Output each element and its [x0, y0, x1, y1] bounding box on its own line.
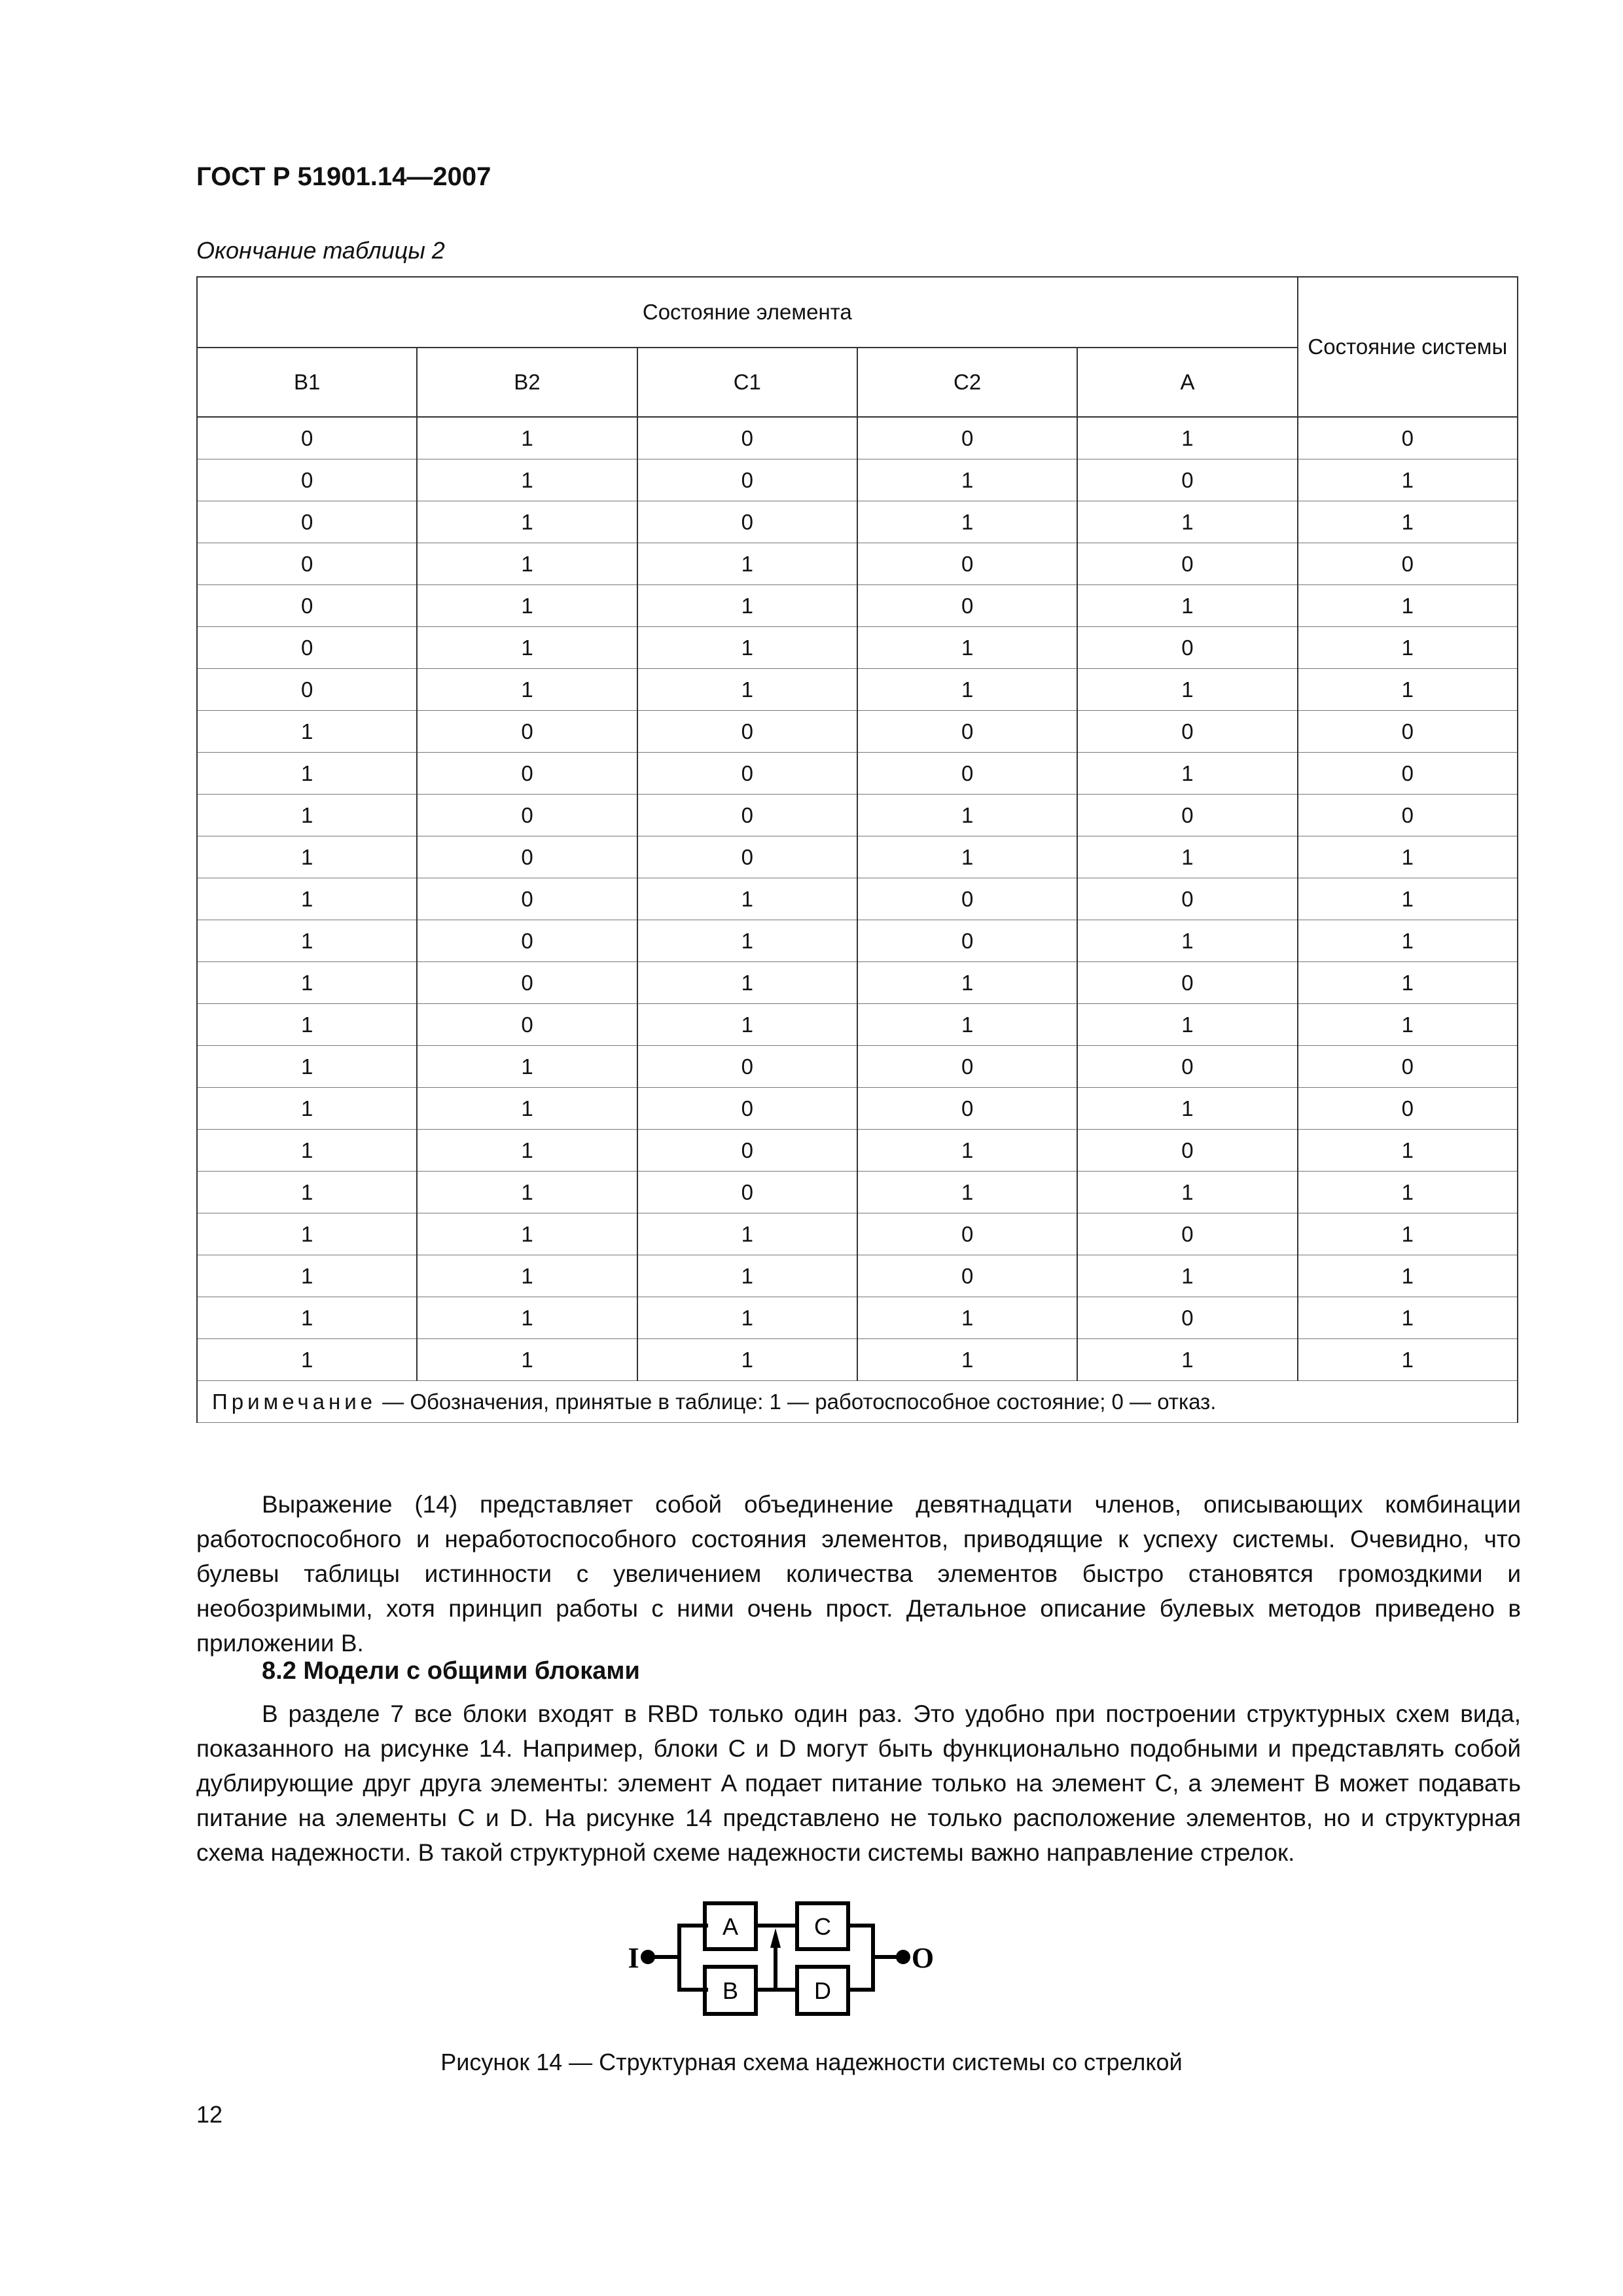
table-row: [197, 920, 1518, 962]
system-state-cell: 1: [1298, 459, 1518, 501]
system-state-cell: 1: [1298, 836, 1518, 878]
paragraph-shared-blocks: В разделе 7 все блоки входят в RBD только один раз. Это удобно при построении структурных схем вида, показанного на рисунке 14. Например, блоки C и D могут быть функционально подобными и представлять собой дублирующие друг друга элементы: элемент A подает питание только на элемент C, а элемент B может подавать питание на элементы C и D. На рисунке 14 представлено не только расположение элементов, но и структурная схема надежности. В такой структурной схеме надежности системы важно направление стрелок.: [196, 1700, 1521, 1866]
element-state-cell: 0: [417, 1004, 637, 1046]
element-state-cell: 1: [637, 1213, 857, 1255]
table-row: [197, 1255, 1518, 1297]
element-state-cell: 1: [857, 795, 1077, 836]
system-state-cell: 1: [1298, 585, 1518, 627]
element-state-cell: 0: [197, 627, 417, 669]
table-row: [197, 1130, 1518, 1172]
element-state-cell: 1: [417, 417, 637, 459]
element-state-cell: 0: [857, 920, 1077, 962]
element-state-cell: 1: [197, 1172, 417, 1213]
element-state-cell: 0: [1077, 627, 1297, 669]
element-state-cell: 0: [637, 459, 857, 501]
table-row: [197, 1088, 1518, 1130]
system-state-cell: 1: [1298, 1297, 1518, 1339]
element-state-cell: 0: [197, 585, 417, 627]
element-state-cell: 1: [637, 585, 857, 627]
system-state-cell: 0: [1298, 795, 1518, 836]
table-row: [197, 878, 1518, 920]
element-state-cell: 0: [197, 501, 417, 543]
element-state-cell: 0: [637, 417, 857, 459]
block-c-label: C: [814, 1913, 831, 1940]
element-state-cell: 1: [637, 920, 857, 962]
element-state-cell: 1: [417, 1255, 637, 1297]
element-state-cell: 1: [417, 627, 637, 669]
element-state-cell: 1: [197, 1255, 417, 1297]
element-state-cell: 0: [857, 878, 1077, 920]
column-header-b1: B1: [197, 348, 417, 417]
element-state-cell: 0: [417, 962, 637, 1004]
table-row: [197, 543, 1518, 585]
element-state-cell: 1: [637, 1339, 857, 1381]
element-state-cell: 1: [857, 1339, 1077, 1381]
table-row: [197, 1297, 1518, 1339]
element-state-cell: 1: [857, 1004, 1077, 1046]
table-row: [197, 669, 1518, 711]
element-state-cell: 1: [1077, 920, 1297, 962]
element-state-cell: 1: [1077, 585, 1297, 627]
element-state-cell: 1: [857, 836, 1077, 878]
element-state-cell: 1: [417, 1130, 637, 1172]
system-state-cell: 1: [1298, 1255, 1518, 1297]
element-state-cell: 0: [1077, 459, 1297, 501]
element-state-cell: 0: [637, 711, 857, 753]
element-state-cell: 1: [857, 1130, 1077, 1172]
element-state-cell: 0: [637, 795, 857, 836]
element-state-cell: 1: [637, 878, 857, 920]
table-row: [197, 836, 1518, 878]
element-state-cell: 0: [637, 1172, 857, 1213]
figure-caption: Рисунок 14 — Структурная схема надежности системы со стрелкой: [440, 2049, 1183, 2075]
system-state-header: Состояние системы: [1298, 277, 1518, 417]
arrow-head-icon: [770, 1928, 781, 1948]
table-note: [197, 1381, 1518, 1423]
table-row: [197, 1339, 1518, 1381]
rbd-diagram: [609, 1892, 1119, 2049]
table-row: [197, 1004, 1518, 1046]
element-state-cell: 1: [1077, 1255, 1297, 1297]
element-state-cell: 0: [1077, 711, 1297, 753]
element-state-cell: 0: [417, 836, 637, 878]
system-state-cell: 1: [1298, 1213, 1518, 1255]
element-state-header: Состояние элемента: [197, 277, 1298, 348]
element-state-cell: 0: [857, 1213, 1077, 1255]
element-state-cell: 1: [1077, 753, 1297, 795]
element-state-cell: 1: [197, 962, 417, 1004]
element-state-cell: 1: [417, 1088, 637, 1130]
system-state-cell: 1: [1298, 1130, 1518, 1172]
element-state-cell: 1: [417, 1297, 637, 1339]
element-state-cell: 1: [197, 753, 417, 795]
column-header-c2: C2: [857, 348, 1077, 417]
element-state-cell: 1: [637, 627, 857, 669]
system-state-cell: 1: [1298, 920, 1518, 962]
element-state-cell: 1: [857, 459, 1077, 501]
element-state-cell: 1: [637, 1004, 857, 1046]
element-state-cell: 0: [1077, 1213, 1297, 1255]
system-state-cell: 1: [1298, 501, 1518, 543]
system-state-cell: 0: [1298, 1046, 1518, 1088]
element-state-cell: 1: [857, 669, 1077, 711]
element-state-cell: 1: [197, 1004, 417, 1046]
element-state-cell: 1: [637, 669, 857, 711]
element-state-cell: 1: [857, 1172, 1077, 1213]
column-header-c1: C1: [637, 348, 857, 417]
element-state-cell: 0: [1077, 1297, 1297, 1339]
element-state-cell: 1: [1077, 1004, 1297, 1046]
element-state-cell: 1: [857, 962, 1077, 1004]
element-state-cell: 0: [857, 417, 1077, 459]
column-header-b2: B2: [417, 348, 637, 417]
element-state-cell: 0: [197, 417, 417, 459]
table-row: [197, 501, 1518, 543]
element-state-cell: 1: [417, 1213, 637, 1255]
element-state-cell: 0: [197, 543, 417, 585]
element-state-cell: 1: [417, 585, 637, 627]
element-state-cell: 1: [197, 1213, 417, 1255]
element-state-cell: 1: [417, 501, 637, 543]
table-caption: Окончание таблицы 2: [196, 237, 445, 264]
table-row: [197, 711, 1518, 753]
output-node: [896, 1950, 910, 1964]
system-state-cell: 1: [1298, 669, 1518, 711]
table-row: [197, 627, 1518, 669]
element-state-cell: 0: [1077, 1046, 1297, 1088]
element-state-cell: 0: [637, 1130, 857, 1172]
element-state-cell: 0: [637, 501, 857, 543]
table-row: [197, 962, 1518, 1004]
system-state-cell: 0: [1298, 753, 1518, 795]
element-state-cell: 0: [197, 459, 417, 501]
element-state-cell: 0: [197, 669, 417, 711]
element-state-cell: 1: [1077, 669, 1297, 711]
element-state-cell: 1: [1077, 836, 1297, 878]
element-state-cell: 1: [857, 501, 1077, 543]
element-state-cell: 0: [857, 585, 1077, 627]
block-a-label: A: [722, 1913, 739, 1940]
table-row: [197, 753, 1518, 795]
document-header: ГОСТ Р 51901.14—2007: [196, 162, 491, 191]
element-state-cell: 1: [197, 1088, 417, 1130]
element-state-cell: 0: [857, 1046, 1077, 1088]
element-state-cell: 1: [637, 543, 857, 585]
element-state-cell: 0: [1077, 1130, 1297, 1172]
element-state-cell: 0: [857, 711, 1077, 753]
system-state-cell: 0: [1298, 711, 1518, 753]
block-b-label: B: [722, 1977, 739, 2004]
system-state-cell: 1: [1298, 878, 1518, 920]
element-state-cell: 0: [857, 543, 1077, 585]
note-label: Примечание: [212, 1389, 377, 1414]
table-row: [197, 1046, 1518, 1088]
table-row: [197, 1172, 1518, 1213]
note-text: — Обозначения, принятые в таблице: 1 — работоспособное состояние; 0 — отказ.: [376, 1389, 1217, 1414]
element-state-cell: 1: [1077, 1088, 1297, 1130]
system-state-cell: 1: [1298, 627, 1518, 669]
block-d-label: D: [814, 1977, 831, 2004]
element-state-cell: 0: [417, 753, 637, 795]
element-state-cell: 0: [1077, 962, 1297, 1004]
section-heading: 8.2 Модели с общими блоками: [262, 1657, 640, 1685]
element-state-cell: 1: [637, 962, 857, 1004]
input-node: [641, 1950, 655, 1964]
element-state-cell: 1: [1077, 1172, 1297, 1213]
column-header-a: A: [1077, 348, 1297, 417]
element-state-cell: 1: [197, 836, 417, 878]
truth-table: [196, 276, 1518, 1423]
element-state-cell: 1: [197, 1046, 417, 1088]
system-state-cell: 1: [1298, 962, 1518, 1004]
element-state-cell: 1: [197, 795, 417, 836]
element-state-cell: 1: [637, 1255, 857, 1297]
system-state-cell: 0: [1298, 1088, 1518, 1130]
element-state-cell: 1: [417, 669, 637, 711]
system-state-cell: 1: [1298, 1172, 1518, 1213]
page-number: 12: [196, 2101, 223, 2128]
system-state-cell: 1: [1298, 1339, 1518, 1381]
element-state-cell: 1: [417, 1046, 637, 1088]
element-state-cell: 1: [417, 543, 637, 585]
table-row: [197, 585, 1518, 627]
element-state-cell: 1: [197, 1297, 417, 1339]
element-state-cell: 0: [857, 1088, 1077, 1130]
element-state-cell: 1: [417, 1339, 637, 1381]
system-state-cell: 0: [1298, 417, 1518, 459]
element-state-cell: 1: [197, 1130, 417, 1172]
element-state-cell: 0: [1077, 795, 1297, 836]
element-state-cell: 0: [637, 836, 857, 878]
element-state-cell: 1: [417, 1172, 637, 1213]
element-state-cell: 0: [637, 753, 857, 795]
element-state-cell: 0: [637, 1046, 857, 1088]
element-state-cell: 0: [417, 920, 637, 962]
element-state-cell: 0: [417, 795, 637, 836]
element-state-cell: 1: [637, 1297, 857, 1339]
element-state-cell: 1: [197, 920, 417, 962]
element-state-cell: 0: [857, 753, 1077, 795]
table-row: [197, 795, 1518, 836]
element-state-cell: 0: [417, 711, 637, 753]
output-label: O: [911, 1942, 935, 1974]
table-row: [197, 459, 1518, 501]
element-state-cell: 1: [417, 459, 637, 501]
element-state-cell: 0: [857, 1255, 1077, 1297]
element-state-cell: 0: [1077, 878, 1297, 920]
input-label: I: [628, 1942, 639, 1974]
element-state-cell: 1: [857, 627, 1077, 669]
element-state-cell: 0: [1077, 543, 1297, 585]
element-state-cell: 1: [857, 1297, 1077, 1339]
element-state-cell: 1: [1077, 1339, 1297, 1381]
system-state-cell: 1: [1298, 1004, 1518, 1046]
element-state-cell: 1: [197, 1339, 417, 1381]
table-row: [197, 417, 1518, 459]
table-row: [197, 1213, 1518, 1255]
element-state-cell: 1: [1077, 417, 1297, 459]
element-state-cell: 1: [197, 711, 417, 753]
element-state-cell: 1: [1077, 501, 1297, 543]
system-state-cell: 0: [1298, 543, 1518, 585]
paragraph-expression: Выражение (14) представляет собой объединение девятнадцати членов, описывающих комбинации работоспособного и неработоспособного состояния элементов, приводящие к успеху системы. Очевидно, что булевы таблицы истинности с увеличением количества элементов быстро становятся громоздкими и необозримыми, хотя принцип работы с ними очень прост. Детальное описание булевых методов приведено в приложении В.: [196, 1491, 1521, 1657]
element-state-cell: 1: [197, 878, 417, 920]
element-state-cell: 0: [417, 878, 637, 920]
element-state-cell: 0: [637, 1088, 857, 1130]
